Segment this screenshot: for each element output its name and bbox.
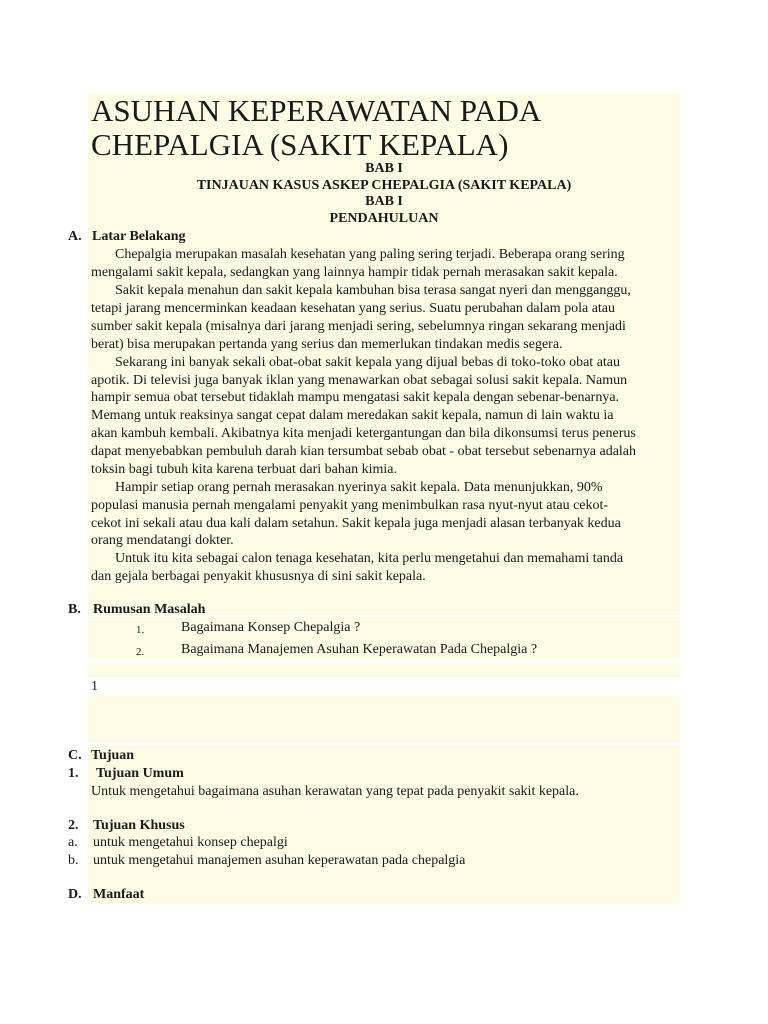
heading-bab-2: BAB I	[365, 194, 403, 209]
document-title-line2: CHEPALGIA (SAKIT KEPALA)	[91, 127, 509, 162]
subsection-label-umum: Tujuan Umum	[96, 766, 184, 781]
para-line: Sekarang ini banyak sekali obat-obat sakit kepala yang dijual bebas di toko-toko obat atau	[115, 355, 621, 370]
section-d-label: Manfaat	[93, 887, 145, 902]
para-line: hampir semua obat tersebut tidaklah mampu mengatasi sakit kepala dengan sebenar-benarnya.	[91, 390, 620, 405]
section-b-label: Rumusan Masalah	[93, 602, 206, 617]
list-item: Bagaimana Konsep Chepalgia ?	[181, 620, 361, 635]
subsection-number: 2.	[68, 818, 79, 833]
section-d-letter: D.	[68, 887, 82, 902]
highlight-band-blank	[88, 696, 680, 742]
section-c-letter: C.	[68, 748, 82, 763]
subsection-text-umum: Untuk mengetahui bagaimana asuhan kerawatan yang tepat pada penyakit sakit kepala.	[91, 784, 579, 799]
para-line: dan gejala berbagai penyakit khususnya di sini sakit kepala.	[91, 569, 426, 584]
highlight-band-divider	[88, 663, 680, 677]
list-item-number: 2.	[136, 646, 145, 658]
page-number: 1	[91, 679, 98, 694]
para-line: Memang untuk reaksinya sangat cepat dalam meredakan sakit kepala, namun di lain waktu ia	[91, 408, 614, 423]
para-line: cekot ini sekali atau dua kali dalam setahun. Sakit kepala juga menjadi alasan terbanyak kedua	[91, 516, 621, 531]
para-line: berat) bisa merupakan pertanda yang serius dan memerlukan tindakan medis segera.	[91, 337, 563, 352]
para-line: populasi manusia pernah mengalami penyakit yang menimbulkan rasa nyut-nyut atau cekot-	[91, 498, 609, 513]
para-line: Chepalgia merupakan masalah kesehatan yang paling sering terjadi. Beberapa orang sering	[115, 247, 625, 262]
document-title-line1: ASUHAN KEPERAWATAN PADA	[91, 93, 542, 128]
heading-bab: BAB I	[365, 161, 403, 176]
list-item-letter: b.	[68, 853, 79, 868]
para-line: Untuk itu kita sebagai calon tenaga kesehatan, kita perlu mengetahui dan memahami tanda	[115, 551, 624, 566]
list-item-letter: a.	[68, 835, 78, 850]
section-a-label: Latar Belakang	[92, 229, 186, 244]
para-line: orang mendatangi dokter.	[91, 533, 234, 548]
para-line: Sakit kepala menahun dan sakit kepala kambuhan bisa terasa sangat nyeri dan mengganggu,	[115, 283, 631, 298]
list-item: untuk mengetahui manajemen asuhan keperawatan pada chepalgia	[93, 853, 466, 868]
para-line: toksin bagi tubuh kita karena terbuat dari bahan kimia.	[91, 462, 397, 477]
subsection-label-khusus: Tujuan Khusus	[93, 818, 185, 833]
para-line: mengalami sakit kepala, sedangkan yang lainnya hampir tidak pernah merasakan sakit kepala.	[91, 265, 618, 280]
heading-tinjauan: TINJAUAN KASUS ASKEP CHEPALGIA (SAKIT KEPALA)	[196, 178, 572, 193]
subsection-number: 1.	[68, 766, 79, 781]
para-line: sumber sakit kepala (misalnya dari jarang menjadi sering, sebelumnya ringan sekarang menjadi	[91, 319, 626, 334]
list-item: Bagaimana Manajemen Asuhan Keperawatan Pada Chepalgia ?	[181, 642, 538, 657]
section-b-letter: B.	[68, 602, 81, 617]
para-line: akan kambuh kembali. Akibatnya kita menjadi ketergantungan dan bila dikonsumsi terus penerus	[91, 426, 636, 441]
para-line: tetapi jarang mencerminkan keadaan kesehatan yang serius. Suatu perubahan dalam pola atau	[91, 301, 616, 316]
list-item-number: 1.	[136, 624, 145, 636]
list-item: untuk mengetahui konsep chepalgi	[93, 835, 288, 850]
section-a-letter: A.	[68, 229, 82, 244]
section-c-label: Tujuan	[91, 748, 135, 763]
para-line: apotik. Di televisi juga banyak iklan yang menawarkan obat sebagai solusi sakit kepala. Namun	[91, 373, 628, 388]
para-line: dapat menyebabkan pembuluh darah kian tersumbat sebab obat - obat tersebut sebenarnya adalah	[91, 444, 637, 459]
para-line: Hampir setiap orang pernah merasakan nyerinya sakit kepala. Data menunjukkan, 90%	[115, 480, 603, 495]
heading-pendahuluan: PENDAHULUAN	[329, 211, 439, 226]
